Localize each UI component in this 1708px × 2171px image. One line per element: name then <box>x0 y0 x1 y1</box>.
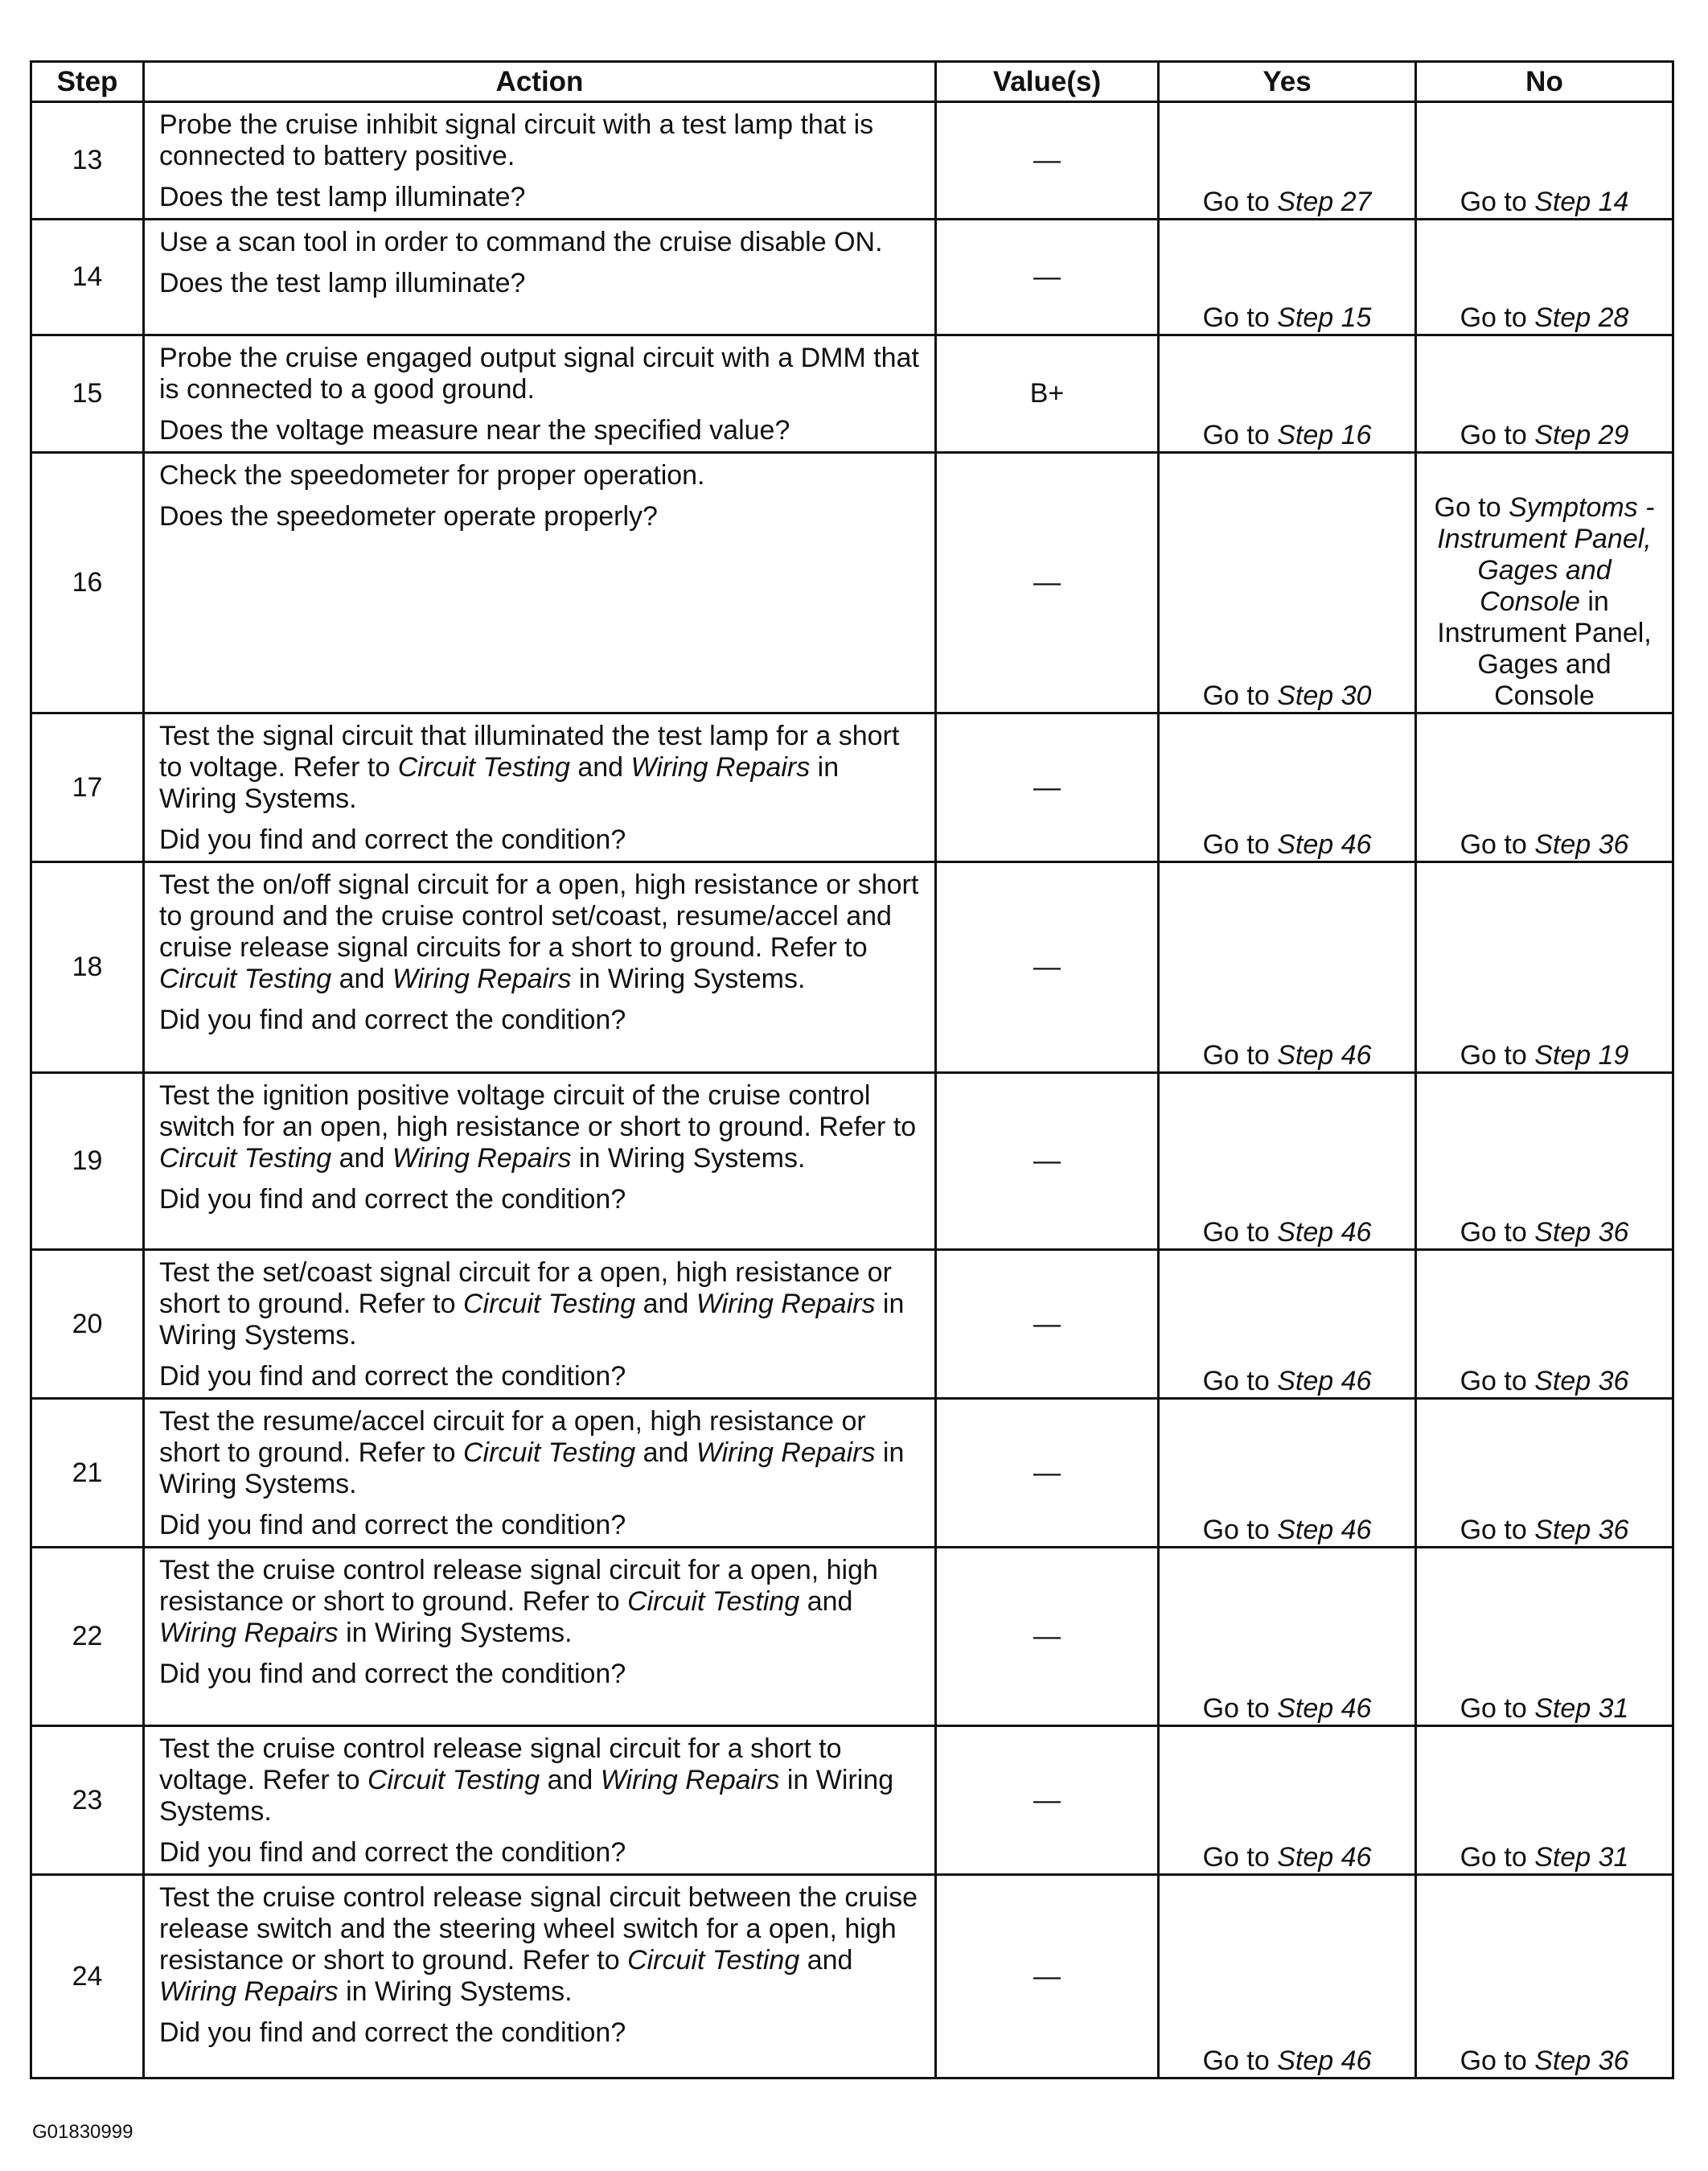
question-text: Did you find and correct the condition? <box>159 824 626 855</box>
table-row <box>31 102 1673 220</box>
no-cell: Go to Step 36 <box>1416 713 1673 862</box>
header-no: No <box>1416 62 1673 102</box>
table-row <box>31 453 1673 713</box>
question-text: Did you find and correct the condition? <box>159 1659 626 1689</box>
action-text: Use a scan tool in order to command the cruise disable ON. <box>159 227 883 257</box>
header-action: Action <box>144 62 936 102</box>
no-cell: Go to Step 29 <box>1416 335 1673 453</box>
step-number: 23 <box>31 1726 144 1875</box>
action-text: Test the resume/accel circuit for a open, high resistance or short to ground. Refer to Circuit Testing and Wiring Repairs in Wiring Systems. <box>159 1406 905 1499</box>
value-cell: — <box>936 1250 1159 1399</box>
action-text: Test the set/coast signal circuit for a open, high resistance or short to ground. Refer to Circuit Testing and Wiring Repairs in Wiring Systems. <box>159 1257 905 1351</box>
table-row <box>31 335 1673 453</box>
header-yes: Yes <box>1159 62 1416 102</box>
action-text: Test the cruise control release signal circuit for a short to voltage. Refer to Circuit Testing and Wiring Repairs in Wiring Systems. <box>159 1733 894 1827</box>
yes-cell: Go to Step 27 <box>1159 102 1416 220</box>
no-cell: Go to Step 31 <box>1416 1548 1673 1726</box>
value-cell: — <box>936 713 1159 862</box>
no-cell: Go to Symptoms - Instrument Panel, Gages and Console in Instrument Panel, Gages and Console <box>1416 453 1673 713</box>
step-number: 24 <box>31 1875 144 2078</box>
header-step: Step <box>31 62 144 102</box>
yes-cell: Go to Step 46 <box>1159 1875 1416 2078</box>
no-cell: Go to Step 36 <box>1416 1073 1673 1250</box>
question-text: Did you find and correct the condition? <box>159 1837 626 1868</box>
yes-cell: Go to Step 46 <box>1159 1399 1416 1548</box>
action-cell <box>144 1548 936 1726</box>
no-cell: Go to Step 36 <box>1416 1250 1673 1399</box>
yes-cell: Go to Step 46 <box>1159 713 1416 862</box>
step-number: 19 <box>31 1073 144 1250</box>
action-cell <box>144 1399 936 1548</box>
action-text: Test the on/off signal circuit for a open, high resistance or short to ground and the cruise control set/coast, resume/accel and cruise release signal circuits for a short to ground. Refer to Circuit Testing and Wiring Repairs in Wiring Systems. <box>159 870 919 994</box>
figure-id: G01830999 <box>32 2121 133 2143</box>
yes-cell: Go to Step 15 <box>1159 220 1416 335</box>
value-cell: B+ <box>936 335 1159 453</box>
table-row <box>31 1399 1673 1548</box>
table-row <box>31 220 1673 335</box>
action-text: Probe the cruise inhibit signal circuit with a test lamp that is connected to battery positive. <box>159 109 874 171</box>
table-row <box>31 862 1673 1073</box>
no-cell: Go to Step 14 <box>1416 102 1673 220</box>
table-row <box>31 1073 1673 1250</box>
action-text: Test the signal circuit that illuminated the test lamp for a short to voltage. Refer to Circuit Testing and Wiring Repairs in Wiring Systems. <box>159 721 900 814</box>
no-cell: Go to Step 36 <box>1416 1875 1673 2078</box>
no-cell: Go to Step 36 <box>1416 1399 1673 1548</box>
action-cell <box>144 453 936 713</box>
action-cell <box>144 102 936 220</box>
step-number: 16 <box>31 453 144 713</box>
yes-cell: Go to Step 46 <box>1159 1726 1416 1875</box>
step-number: 20 <box>31 1250 144 1399</box>
question-text: Did you find and correct the condition? <box>159 2017 626 2048</box>
table-row <box>31 713 1673 862</box>
no-cell: Go to Step 31 <box>1416 1726 1673 1875</box>
value-cell: — <box>936 1726 1159 1875</box>
action-cell <box>144 862 936 1073</box>
diagnostic-table <box>30 60 1674 2079</box>
question-text: Did you find and correct the condition? <box>159 1510 626 1540</box>
action-cell <box>144 335 936 453</box>
table-row <box>31 1726 1673 1875</box>
yes-cell: Go to Step 16 <box>1159 335 1416 453</box>
action-cell <box>144 1250 936 1399</box>
value-cell: — <box>936 1875 1159 2078</box>
yes-cell: Go to Step 46 <box>1159 1548 1416 1726</box>
question-text: Does the speedometer operate properly? <box>159 501 658 532</box>
value-cell: — <box>936 220 1159 335</box>
action-text: Check the speedometer for proper operation. <box>159 460 705 491</box>
step-number: 21 <box>31 1399 144 1548</box>
action-text: Test the ignition positive voltage circuit of the cruise control switch for an open, high resistance or short to ground. Refer to Circuit Testing and Wiring Repairs in Wiring Systems. <box>159 1080 917 1174</box>
yes-cell: Go to Step 46 <box>1159 1073 1416 1250</box>
action-cell <box>144 1726 936 1875</box>
value-cell: — <box>936 1548 1159 1726</box>
step-number: 22 <box>31 1548 144 1726</box>
step-number: 17 <box>31 713 144 862</box>
question-text: Does the test lamp illuminate? <box>159 268 526 298</box>
value-cell: — <box>936 862 1159 1073</box>
question-text: Does the test lamp illuminate? <box>159 182 526 212</box>
value-cell: — <box>936 102 1159 220</box>
step-number: 18 <box>31 862 144 1073</box>
question-text: Did you find and correct the condition? <box>159 1005 626 1035</box>
action-text: Probe the cruise engaged output signal circuit with a DMM that is connected to a good ground. <box>159 343 919 405</box>
yes-cell: Go to Step 30 <box>1159 453 1416 713</box>
action-cell <box>144 1073 936 1250</box>
value-cell: — <box>936 1399 1159 1548</box>
action-cell <box>144 1875 936 2078</box>
question-text: Did you find and correct the condition? <box>159 1361 626 1392</box>
header-row <box>31 62 1673 102</box>
table-row <box>31 1548 1673 1726</box>
yes-cell: Go to Step 46 <box>1159 862 1416 1073</box>
action-cell <box>144 220 936 335</box>
action-text: Test the cruise control release signal circuit for a open, high resistance or short to ground. Refer to Circuit Testing and Wiring Repairs in Wiring Systems. <box>159 1555 878 1648</box>
table-row <box>31 1250 1673 1399</box>
value-cell: — <box>936 453 1159 713</box>
action-cell <box>144 713 936 862</box>
step-number: 14 <box>31 220 144 335</box>
question-text: Did you find and correct the condition? <box>159 1184 626 1215</box>
question-text: Does the voltage measure near the specified value? <box>159 415 790 446</box>
value-cell: — <box>936 1073 1159 1250</box>
no-cell: Go to Step 28 <box>1416 220 1673 335</box>
yes-cell: Go to Step 46 <box>1159 1250 1416 1399</box>
step-number: 13 <box>31 102 144 220</box>
header-values: Value(s) <box>936 62 1159 102</box>
step-number: 15 <box>31 335 144 453</box>
no-cell: Go to Step 19 <box>1416 862 1673 1073</box>
table-row <box>31 1875 1673 2078</box>
action-text: Test the cruise control release signal circuit between the cruise release switch and the steering wheel switch for a open, high resistance or short to ground. Refer to Circuit Testing and Wiring Repairs in Wiring Systems. <box>159 1882 918 2007</box>
